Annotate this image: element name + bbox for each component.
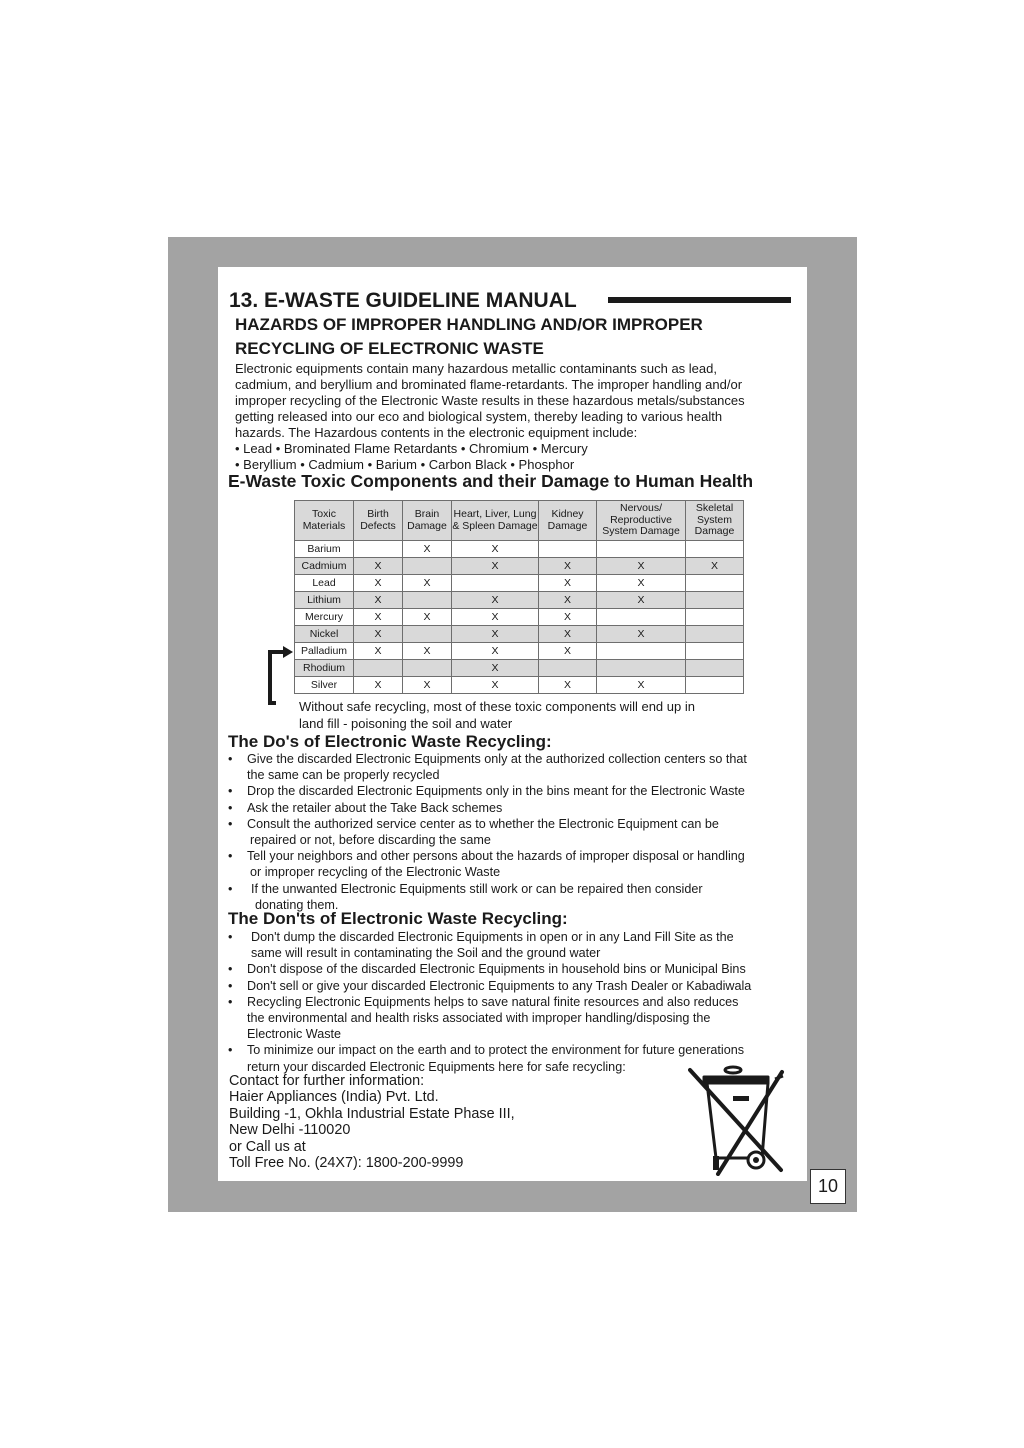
toxic-note (299, 698, 695, 732)
material-cell: Silver (295, 677, 354, 694)
damage-cell: X (452, 643, 539, 660)
list-item-line: the environmental and health risks associated with improper handling/disposing the (247, 1011, 711, 1026)
column-header: Skeletal System Damage (686, 501, 744, 541)
list-item (226, 929, 806, 961)
intro-line: hazards. The Hazardous contents in the electronic equipment include: (235, 425, 638, 440)
damage-cell (539, 660, 597, 677)
material-cell: Lithium (295, 592, 354, 609)
damage-cell: X (452, 541, 539, 558)
table-row (295, 558, 744, 575)
contact-line: Building -1, Okhla Industrial Estate Phase III, (229, 1105, 515, 1122)
intro-line: cadmium, and beryllium and brominated flame-retardants. The improper handling and/or (235, 377, 743, 392)
damage-cell: X (539, 592, 597, 609)
section-subtitle-line-1: HAZARDS OF IMPROPER HANDLING AND/OR IMPROPER (235, 315, 703, 334)
table-row (295, 626, 744, 643)
table-row (295, 677, 744, 694)
damage-cell: X (403, 609, 452, 626)
damage-cell: X (354, 626, 403, 643)
damage-cell: X (354, 677, 403, 694)
damage-cell: X (403, 677, 452, 694)
hazard-list-line: • Lead • Brominated Flame Retardants • Chromium • Mercury (235, 441, 588, 456)
donts-heading: The Don'ts of Electronic Waste Recycling: (228, 909, 568, 928)
damage-cell (597, 643, 686, 660)
damage-cell (539, 541, 597, 558)
donts-list (226, 929, 806, 1075)
section-subtitle-line-2: RECYCLING OF ELECTRONIC WASTE (235, 339, 544, 358)
list-item-line: • Don't dump the discarded Electronic Equipments in open or in any Land Fill Site as the (251, 930, 734, 944)
toxic-note-line: Without safe recycling, most of these toxic components will end up in (299, 699, 695, 714)
damage-cell (686, 677, 744, 694)
table-row (295, 541, 744, 558)
list-item-line: • Drop the discarded Electronic Equipments only in the bins meant for the Electronic Waste (247, 784, 745, 799)
list-item-line: donating them. (255, 897, 339, 912)
list-item-line: Electronic Waste (247, 1027, 342, 1042)
list-item-line: return your discarded Electronic Equipments here for safe recycling: (247, 1059, 626, 1074)
damage-cell: X (686, 558, 744, 575)
damage-cell (686, 643, 744, 660)
page-number: 10 (810, 1169, 846, 1204)
list-item (226, 816, 806, 848)
material-cell: Cadmium (295, 558, 354, 575)
damage-cell: X (354, 592, 403, 609)
list-item (226, 978, 806, 994)
dos-heading: The Do's of Electronic Waste Recycling: (228, 732, 552, 751)
material-cell: Mercury (295, 609, 354, 626)
list-item-line: • Don't dispose of the discarded Electronic Equipments in household bins or Municipal Bins (247, 962, 746, 977)
damage-cell: X (452, 677, 539, 694)
list-item (226, 751, 806, 783)
damage-cell: X (452, 660, 539, 677)
toxic-components-heading: E-Waste Toxic Components and their Damage to Human Health (228, 471, 754, 491)
bracket-arrow-icon (268, 645, 294, 705)
damage-cell: X (354, 609, 403, 626)
table-row (295, 592, 744, 609)
material-cell: Palladium (295, 643, 354, 660)
hazard-list-line: • Beryllium • Cadmium • Barium • Carbon Black • Phosphor (235, 457, 575, 472)
damage-cell: X (597, 592, 686, 609)
damage-cell (354, 660, 403, 677)
damage-cell: X (452, 609, 539, 626)
damage-cell (686, 575, 744, 592)
column-header: Birth Defects (354, 501, 403, 541)
list-item-line: • Don't sell or give your discarded Electronic Equipments to any Trash Dealer or Kabadiwala (247, 978, 752, 993)
list-item (226, 961, 806, 977)
damage-cell (686, 626, 744, 643)
damage-cell (452, 575, 539, 592)
column-header: Toxic Materials (295, 501, 354, 541)
damage-cell: X (539, 626, 597, 643)
damage-cell (597, 541, 686, 558)
damage-cell: X (354, 643, 403, 660)
crossed-out-wheelie-bin-icon (688, 1062, 788, 1176)
list-item-line: the same can be properly recycled (247, 768, 440, 783)
damage-cell: X (597, 558, 686, 575)
damage-cell: X (452, 592, 539, 609)
material-cell: Barium (295, 541, 354, 558)
damage-cell (403, 558, 452, 575)
list-item (226, 783, 806, 799)
damage-cell: X (452, 558, 539, 575)
damage-cell: X (539, 558, 597, 575)
damage-cell: X (452, 626, 539, 643)
contact-block (229, 1073, 515, 1171)
list-item-line: • Recycling Electronic Equipments helps to save natural finite resources and also reduces (247, 994, 739, 1009)
table-row (295, 660, 744, 677)
list-item-line: • Consult the authorized service center as to whether the Electronic Equipment can be (247, 816, 719, 831)
toxic-note-line: land fill - poisoning the soil and water (299, 716, 513, 731)
contact-line: New Delhi -110020 (229, 1122, 351, 1139)
page-title: 13. E-WASTE GUIDELINE MANUAL (229, 289, 577, 312)
column-header: Brain Damage (403, 501, 452, 541)
material-cell: Lead (295, 575, 354, 592)
damage-cell (597, 609, 686, 626)
dos-list (226, 751, 806, 913)
title-rule (608, 297, 791, 303)
table-row (295, 643, 744, 660)
table-row (295, 575, 744, 592)
intro-line: getting released into our eco and biological system, thereby leading to various health (235, 409, 723, 424)
column-header: Heart, Liver, Lung & Spleen Damage (452, 501, 539, 541)
damage-cell: X (539, 609, 597, 626)
damage-cell: X (597, 677, 686, 694)
damage-cell: X (539, 575, 597, 592)
damage-cell: X (354, 575, 403, 592)
damage-cell: X (539, 643, 597, 660)
list-item (226, 848, 806, 880)
contact-line: Haier Appliances (India) Pvt. Ltd. (229, 1089, 439, 1106)
damage-cell: X (597, 575, 686, 592)
contact-line: or Call us at (229, 1138, 306, 1155)
damage-cell (597, 660, 686, 677)
intro-paragraph (235, 361, 745, 473)
list-item-line: repaired or not, before discarding the same (250, 833, 491, 848)
damage-cell (686, 541, 744, 558)
damage-cell (686, 660, 744, 677)
damage-cell (686, 609, 744, 626)
damage-cell: X (539, 677, 597, 694)
toll-free-number: Toll Free No. (24X7): 1800-200-9999 (229, 1155, 464, 1172)
damage-cell (403, 626, 452, 643)
damage-cell (354, 541, 403, 558)
list-item-line: • Give the discarded Electronic Equipments only at the authorized collection centers so that (247, 752, 747, 766)
list-item (226, 994, 806, 1043)
damage-cell: X (597, 626, 686, 643)
damage-cell: X (403, 575, 452, 592)
list-item (226, 800, 806, 816)
intro-line: Electronic equipments contain many hazardous metallic contaminants such as lead, (235, 361, 717, 376)
table-header-row (295, 501, 744, 541)
damage-cell (403, 660, 452, 677)
material-cell: Nickel (295, 626, 354, 643)
list-item-line: • Ask the retailer about the Take Back schemes (247, 800, 503, 815)
list-item-line: • If the unwanted Electronic Equipments still work or can be repaired then consider (251, 881, 703, 896)
list-item-line: or improper recycling of the Electronic Waste (250, 865, 501, 880)
table-row (295, 609, 744, 626)
intro-line: improper recycling of the Electronic Waste results in these hazardous metals/substances (235, 393, 745, 408)
material-cell: Rhodium (295, 660, 354, 677)
list-item-line: • Tell your neighbors and other persons about the hazards of improper disposal or handling (247, 849, 745, 864)
column-header: Kidney Damage (539, 501, 597, 541)
damage-cell (403, 592, 452, 609)
contact-line: Contact for further information: (229, 1073, 425, 1089)
damage-cell: X (354, 558, 403, 575)
list-item-line: same will result in contaminating the Soil and the ground water (251, 946, 601, 961)
toxic-components-table (294, 500, 744, 694)
damage-cell (686, 592, 744, 609)
column-header: Nervous/ Reproductive System Damage (597, 501, 686, 541)
damage-cell: X (403, 541, 452, 558)
damage-cell: X (403, 643, 452, 660)
list-item-line: • To minimize our impact on the earth and to protect the environment for future generations (247, 1043, 745, 1058)
